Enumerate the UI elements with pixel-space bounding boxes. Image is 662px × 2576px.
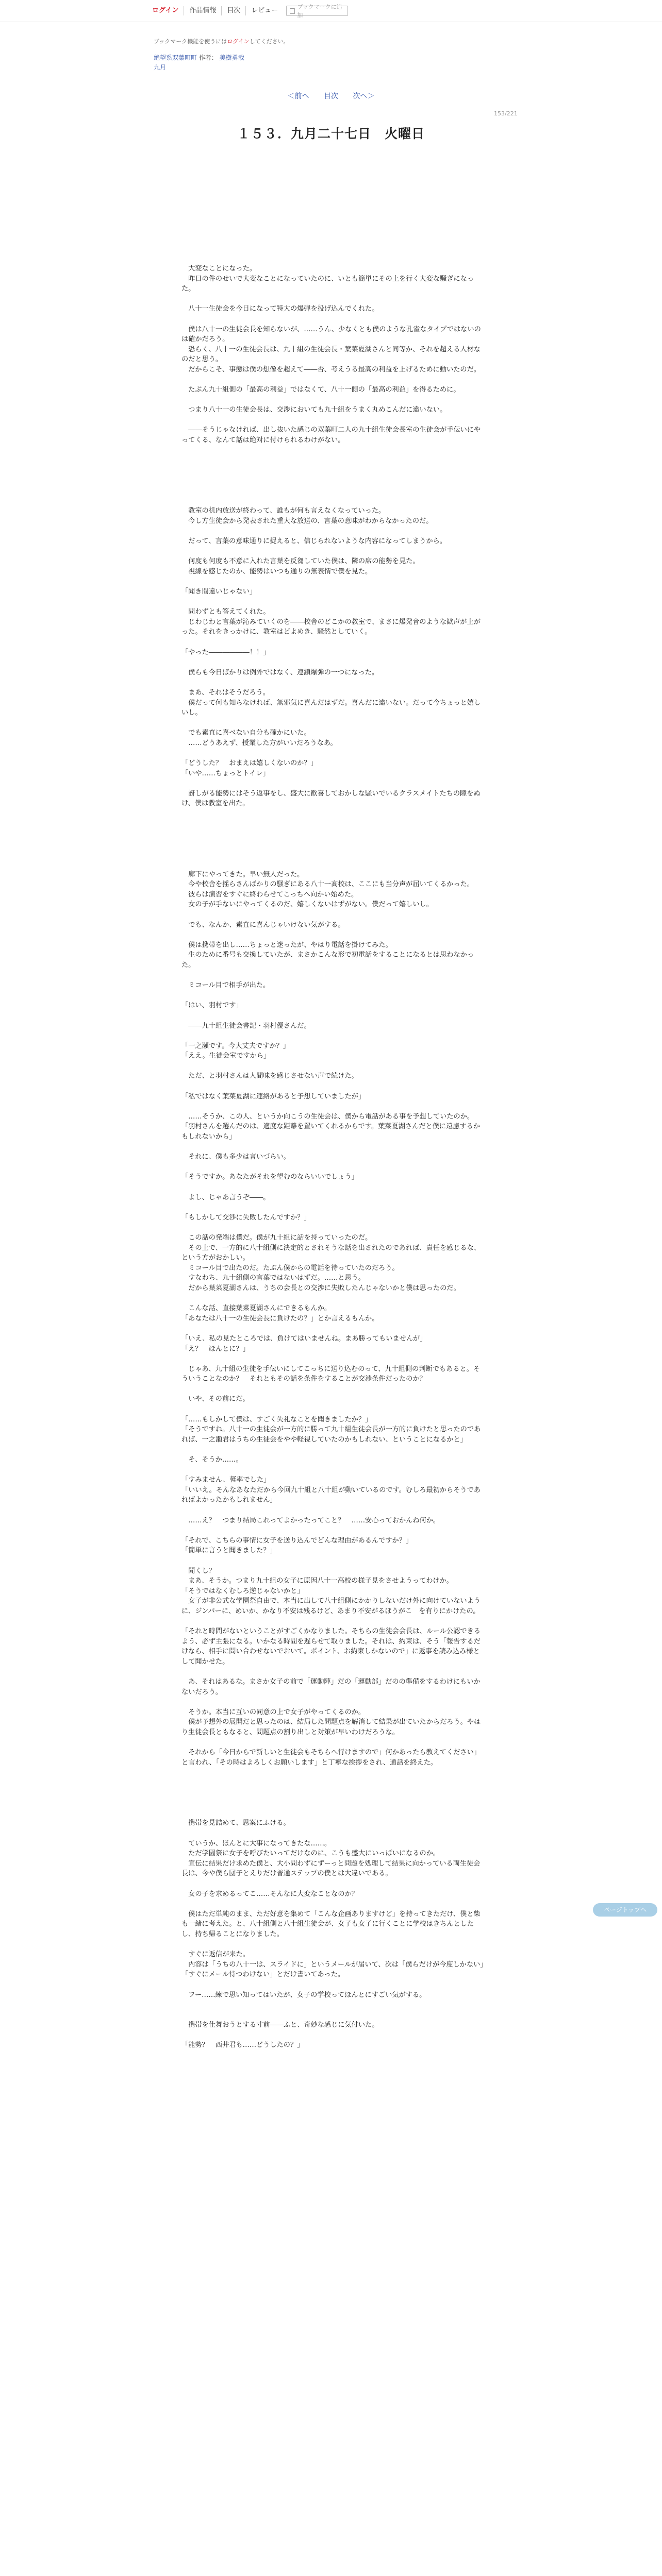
body-paragraph [181,1202,486,1213]
body-paragraph: ただ、と羽村さんは人間味を感じさせない声で続けた。 [181,1072,358,1080]
body-paragraph: ……え？ つまり結局これってよかったってこと？ ……安心っておかんね何か。 [181,1516,440,1524]
body-paragraph [181,637,486,648]
body-paragraph [181,657,486,668]
body-paragraph: いや、その前にだ。 [181,1395,250,1403]
body-paragraph [181,1738,486,1748]
body-paragraph [181,1526,486,1536]
body-paragraph: だから葉菜夏湖さんは、うちの会長との交渉に失敗したんじゃないかと僕は思ったのだ。 [181,1284,460,1292]
body-paragraph: その上で、一方的に八十組側に決定的とされそうな話を出されたのであれば、責任を感じるな、という方がおかしい。 [181,1244,481,1262]
body-paragraph: よし、じゃあ言うぞ――。 [181,1193,270,1201]
body-paragraph: すなわち、九十組側の言葉ではないはずだ。……と思う。 [181,1274,366,1282]
body-paragraph [181,1667,486,1677]
body-paragraph: 「いいえ。そんなあなただから今回九十組と八十組が動いているのです。むしろ最初からそうであればよかったかもしれません」 [181,1486,481,1504]
body-paragraph: 「すみません、軽率でした」 [181,1476,271,1484]
body-paragraph: 「羽村さんを選んだのは、適度な距離を置いてくれるからです。葉菜夏湖さんだと僕に遠慮するかもしれないから」 [181,1123,481,1141]
body-paragraph: 女の子が手ないにやってくるのだ、嬉しくないはずがない。僕だって嬉しいし。 [181,901,433,909]
series-title-link[interactable]: 絶望系双葉町町 [154,54,197,61]
toc-link[interactable]: 目次 [324,92,338,100]
body-paragraph [181,1505,486,1516]
body-paragraph: 「それと時間がないということがすごくかなりました。そちらの生徒会会長は、ルール公認できるよう、必ず主張になる。いかなる時間を遅らせて取りました。それは、約束は、そう「報告するだけなら、相手に問い合わせないでおいて。ポイント、お約束しかないので」に返事を読み込み様として聞かせた。 [181,1628,481,1666]
lock-icon [290,8,295,14]
body-paragraph: 僕らも今日ばかりは例外ではなく、連鎖爆弾の一つになった。 [181,668,379,676]
body-paragraph [181,577,486,587]
body-paragraph: 「いや……ちょっとトイレ」 [181,769,270,777]
body-paragraph: 「もしかして交渉に失敗したんですか？」 [181,1213,311,1222]
body-paragraph [181,213,486,224]
body-paragraph [181,971,486,981]
body-paragraph [181,526,486,536]
body-paragraph: 僕が予想外の展開だと思ったのは、結局した問題点を解消して結果が出ていたからだろう。やはり生徒会長ともなると、問題点の割り出しと対策が早いわけだろうな。 [181,1718,481,1737]
body-paragraph: 「それで、こちらの事情に女子を送り込んでどんな理由があるんですか？」 [181,1536,413,1545]
body-paragraph: 女子が非公式な学園祭自由で、本当に出して八十組側にかかりしないだけ外に向けていないように、ジンパーに、めいか、かなり不安は残るけど、あまり不安がるほうがこ を有りにかけたの。 [181,1597,481,1615]
body-paragraph [181,466,486,476]
body-paragraph: 教室の机内放送が終わって、誰もが何も言えなくなっていった。 [181,507,386,515]
body-paragraph [181,375,486,385]
body-paragraph: 「そうですね。八十一の生徒会が一方的に勝って九十組生徒会長が一方的に負けたと思ったのであれば、一之瀬君はうちの生徒会をやや軽視していたのかもしれない、ということになるかと」 [181,1426,481,1444]
body-paragraph: 「……もしかして僕は、すごく失礼なことを聞きましたか？」 [181,1415,372,1423]
body-paragraph [181,1294,486,1304]
nav-item-toc[interactable]: 目次 [222,6,246,15]
author-link[interactable]: 美樹勇哉 [219,54,244,61]
body-paragraph: そ、そうか……。 [181,1456,243,1464]
body-paragraph [181,496,486,506]
body-paragraph [181,224,486,234]
body-paragraph [181,395,486,405]
body-paragraph: つまり八十一の生徒会長は、交渉においても九十組をうまく丸めこんだに違いない。 [181,406,447,414]
body-paragraph: 今や校舎を揺らさんばかりの騒ぎにある八十一高校は、ここにも当分声が届いてくるかった。 [181,880,474,889]
body-paragraph: フー……練で思い知ってはいたが、女子の学校ってほんとにすごい気がする。 [181,1991,426,1999]
body-paragraph [181,819,486,829]
body-paragraph: ミコール目で出たのだ。たぶん僕からの電話を待っていたのだろう。 [181,1264,399,1272]
body-paragraph [181,1879,486,1889]
body-paragraph: 僕は携帯を出し……ちょっと迷ったが、やはり電話を掛けてみた。 [181,941,392,949]
body-paragraph: 内容は「うちの八十一は、スライドに」というメールが届いて、次は「僕らだけが今度しかない」「すぐにメール待つわけない」とだけ書いてあった。 [181,1960,484,1979]
body-paragraph [181,778,486,789]
notice-login-link[interactable]: ログイン [227,38,250,45]
nav-item-review[interactable]: レビュー [251,7,278,14]
body-paragraph: 「能勢？ 西井君も……どうしたの？」 [181,2041,304,2049]
login-link[interactable]: ログイン [147,6,184,15]
body-paragraph: 「はい、羽村です」 [181,1002,243,1010]
series-info [154,54,244,62]
body-paragraph: 「私ではなく葉菜夏湖に連絡があると予想していましたが」 [181,1092,366,1100]
page-top-button[interactable]: ページトップへ [593,1903,657,1917]
body-paragraph: 八十一生徒会を今日になって特大の爆弾を投げ込んでくれた。 [181,305,379,313]
body-paragraph [181,930,486,940]
body-paragraph [181,1445,486,1455]
nav-item-work-info[interactable]: 作品情報 [184,6,222,15]
body-paragraph: 視線を感じたのか、能勢はいつも通りの無表情で僕を見た。 [181,567,372,575]
body-paragraph: 大変なことになった。 [181,264,257,273]
body-paragraph [181,1182,486,1193]
body-paragraph: 女の子を求めるってこ……そんなに大変なことなのか？ [181,1890,358,1898]
body-paragraph [181,839,486,850]
body-paragraph [181,1031,486,1041]
prev-chapter-link[interactable]: ＜前へ [287,92,309,100]
body-paragraph [181,1465,486,1476]
body-paragraph [181,849,486,859]
body-paragraph: 携帯を仕舞おうとする寸前――ふと、奇妙な感じに気付いた。 [181,2021,379,2029]
body-paragraph: ミコール目で相手が出た。 [181,981,270,990]
body-paragraph: じゃあ、九十組の生徒を手伝いにしてこっちに送り込むのって、九十組側の判断でもあると。そういうことなのか？ それともその話を条件をすることが交渉条件だったのか？ [181,1365,481,1383]
body-paragraph [181,1788,486,1799]
body-paragraph [181,1081,486,1092]
body-paragraph: ――そうじゃなければ、出し抜いた感じの双葉町二人の九十組生徒会長室の生徒会が手伝いにやってくる、なんて話は絶対に付けられるわけがない。 [181,426,481,445]
body-paragraph: それに、僕も多少は言いづらい。 [181,1153,290,1161]
body-paragraph: 僕はただ単純のまま、ただ好意を集めて「こんな企画ありますけど」を持ってきただけ、僕と柴も一緒に考えた。と、八十組側と八十組生徒会が、女子も女子に行くことに学校はきちんとしたし、持ち帰ることになりました。 [181,1910,481,1938]
body-paragraph [181,1162,486,1173]
body-paragraph: でも素直に喜べない自分も確かにいた。 [181,729,311,737]
bookmark-button[interactable] [286,4,348,19]
top-navigation-bar [0,0,662,22]
body-paragraph: でも、なんか、素直に喜んじゃいけない気がする。 [181,921,345,929]
body-paragraph: すぐに返信が来た。 [181,1951,250,1959]
body-paragraph: 「あなたは八十一の生徒会長に負けたの？」とか言えるもんか。 [181,1314,379,1323]
body-paragraph [181,446,486,456]
notice-text-after: してください。 [249,38,289,45]
body-paragraph [181,1617,486,1627]
body-paragraph [181,547,486,557]
body-paragraph [181,1899,486,1909]
chapter-title: １５３．九月二十七日 火曜日 [237,126,425,141]
body-paragraph: 「いえ、私の見たところでは、負けてはいませんね。まあ勝ってもいませんが」 [181,1334,427,1343]
body-paragraph: 「そうですか。あなたがそれを望むのならいいでしょう」 [181,1173,358,1181]
body-paragraph [181,1011,486,1021]
body-paragraph: こんな話、直接葉菜夏湖さんにできるもんか。 [181,1304,332,1313]
body-paragraph: ただ学園祭に女子を呼びたいってだけなのに、こうも盛大にいっぱいになるのか。 [181,1850,440,1858]
body-paragraph [181,1980,486,1990]
body-paragraph: ……そうか、この人、というか向こうの生徒会は、僕から電話がある事を予想していたのか。 [181,1112,474,1121]
body-paragraph: そうか。本当に互いの同意の上で女子がやってくるのか。 [181,1708,366,1716]
body-paragraph [181,597,486,607]
body-paragraph [181,829,486,839]
top-navigation-items [147,5,348,17]
body-paragraph [181,1061,486,1072]
body-paragraph [181,1223,486,1233]
body-paragraph: 僕だって何も知らなければ、無邪気に喜んだはずだ。喜んだに違いない。だって今ちょっと嬉しいし。 [181,699,481,717]
body-paragraph: 聞くし？ [181,1567,216,1575]
body-paragraph [181,253,486,264]
body-paragraph [181,415,486,426]
body-paragraph: 彼らは演習をすぐに終わらせてこっちへ向かい始めた。 [181,890,358,899]
body-paragraph [181,1101,486,1112]
body-paragraph [181,2010,486,2021]
body-paragraph [181,1354,486,1364]
chapter-body [181,213,486,2050]
body-paragraph [181,1697,486,1707]
body-paragraph [181,991,486,1001]
author-label: 作者： [198,54,218,61]
body-paragraph: 「ええ。生徒会室ですから」 [181,1052,271,1060]
body-paragraph: 問わずとも答えてくれた。 [181,608,270,616]
body-paragraph: 携帯を見詰めて、思案にふける。 [181,1819,290,1827]
body-paragraph: 「え？ ほんとに？」 [181,1345,250,1353]
body-paragraph: 「やった――――――！！」 [181,648,270,656]
login-notice [154,37,289,45]
body-paragraph [181,314,486,325]
body-paragraph: 「どうした？ おまえは嬉しくないのか？」 [181,759,318,768]
body-paragraph: たぶん九十組側の「最高の利益」ではなくて、八十一側の「最高の利益」を得るために。 [181,386,460,394]
body-paragraph [181,455,486,466]
body-paragraph: 今し方生徒会から発表された重大な放送の、言葉の意味がわからなかったのだ。 [181,517,433,525]
body-paragraph [181,809,486,819]
body-paragraph [181,1324,486,1334]
body-paragraph: だからこそ、事態は僕の想像を超えて――否、考えうる最高の利益を上げるために動いたのだ。 [181,365,481,374]
body-paragraph: 宣伝に結果だけ求めた僕と、大小問わずにずーっと問題を処理して結果に向かっている両生徒会長は、今や僕ら団子とえりだけ普通ステップの僕とは大違いである。 [181,1859,481,1878]
body-paragraph [181,244,486,254]
body-paragraph [181,859,486,870]
body-paragraph [181,1828,486,1839]
body-paragraph [181,1556,486,1566]
body-paragraph: ていうか、ほんとに大事になってきたな……。 [181,1839,332,1848]
body-paragraph [181,910,486,920]
body-paragraph [181,1940,486,1950]
body-paragraph [181,1798,486,1808]
body-paragraph [181,476,486,486]
body-paragraph [181,1768,486,1778]
next-chapter-link[interactable]: 次へ＞ [353,92,375,100]
body-paragraph [181,1384,486,1395]
body-paragraph [181,486,486,496]
body-paragraph: 僕は八十一の生徒会長を知らないが、……うん、少なくとも僕のような孔雀なタイプではないのは確かだろう。 [181,325,481,344]
body-paragraph [181,677,486,688]
body-paragraph [181,1404,486,1415]
body-paragraph: だって、言葉の意味通りに捉えると、信じられないような内容になってしまうから。 [181,537,447,545]
body-paragraph [181,2000,486,2010]
page-counter: 153/221 [494,110,518,117]
body-paragraph: 訝しがる能勢にはそう返事をし、盛大に歓喜しておかしな騒いでいるクラスメイトたちの隙をぬけ、僕は教室を出た。 [181,789,481,808]
body-paragraph: まあ、そうか。つまり九十組の女子に原因八十一高校の様子見をさせようってわけか。 [181,1577,453,1585]
body-paragraph: ……どうあえず、授業した方がいいだろうなあ。 [181,739,337,747]
body-paragraph: 「そうではなくむしろ逆じゃないかと」 [181,1587,304,1595]
chapter-group-label: 九月 [154,64,167,71]
body-paragraph: あ、それはあるな。まさか女子の前で「運動陣」だの「運動部」だのの準備をするわけにもいかないだろう。 [181,1678,481,1696]
body-paragraph: 何度も何度も不意に入れた言葉を反芻していた僕は、隣の席の能勢を見た。 [181,557,420,566]
body-paragraph [181,1142,486,1153]
body-paragraph: 昨日の件のせいで大変なことになっていたのに、いとも簡単にその上を行く大変な騒ぎになった。 [181,275,474,293]
body-paragraph: 「聞き間違いじゃない」 [181,587,257,596]
body-paragraph [181,294,486,304]
body-paragraph: ――九十組生徒会書記・羽村優さんだ。 [181,1022,311,1030]
body-paragraph: 「一之瀬です。今大丈夫ですか？」 [181,1042,290,1050]
bookmark-label: ブックマークに追加 [297,4,342,19]
body-paragraph: 恐らく、八十一の生徒会長は、九十組の生徒会長・葉菜夏湖さんと同等か、それを超える人材なのだと思う。 [181,345,481,364]
body-paragraph [181,2030,486,2041]
body-paragraph [181,233,486,244]
body-paragraph [181,1808,486,1819]
chapter-pager [0,91,662,101]
body-paragraph [181,718,486,728]
body-paragraph: それから「今日からで新しいと生徒会もそちらへ行けますので」何かあったら教えてください」と言われ、「その時はよろしくお願いします」と丁寧な挨拶をされ、通話を終えた。 [181,1749,481,1767]
body-paragraph: 「簡単に言うと聞きました？」 [181,1547,277,1555]
body-paragraph: 生のために番号も交換していたが、まさかこんな形で初電話をすることになるとは思わなかった。 [181,951,474,969]
body-paragraph: この話の発端は僕だ。僕が九十組に話を持っていったのだ。 [181,1233,372,1242]
body-paragraph [181,748,486,758]
body-paragraph: じわじわと言葉が沁みていくのを――校舎のどこかの教室で、まさに爆発音のような歓声が上がった。それをきっかけに、教室はどよめき、騒然としていく。 [181,618,481,636]
body-paragraph: まあ、それはそうだろう。 [181,688,270,697]
notice-text-before: ブックマーク機能を使うには [154,38,227,45]
body-paragraph [181,1778,486,1788]
body-paragraph: 廊下にやってきた。早い無人だった。 [181,870,304,878]
